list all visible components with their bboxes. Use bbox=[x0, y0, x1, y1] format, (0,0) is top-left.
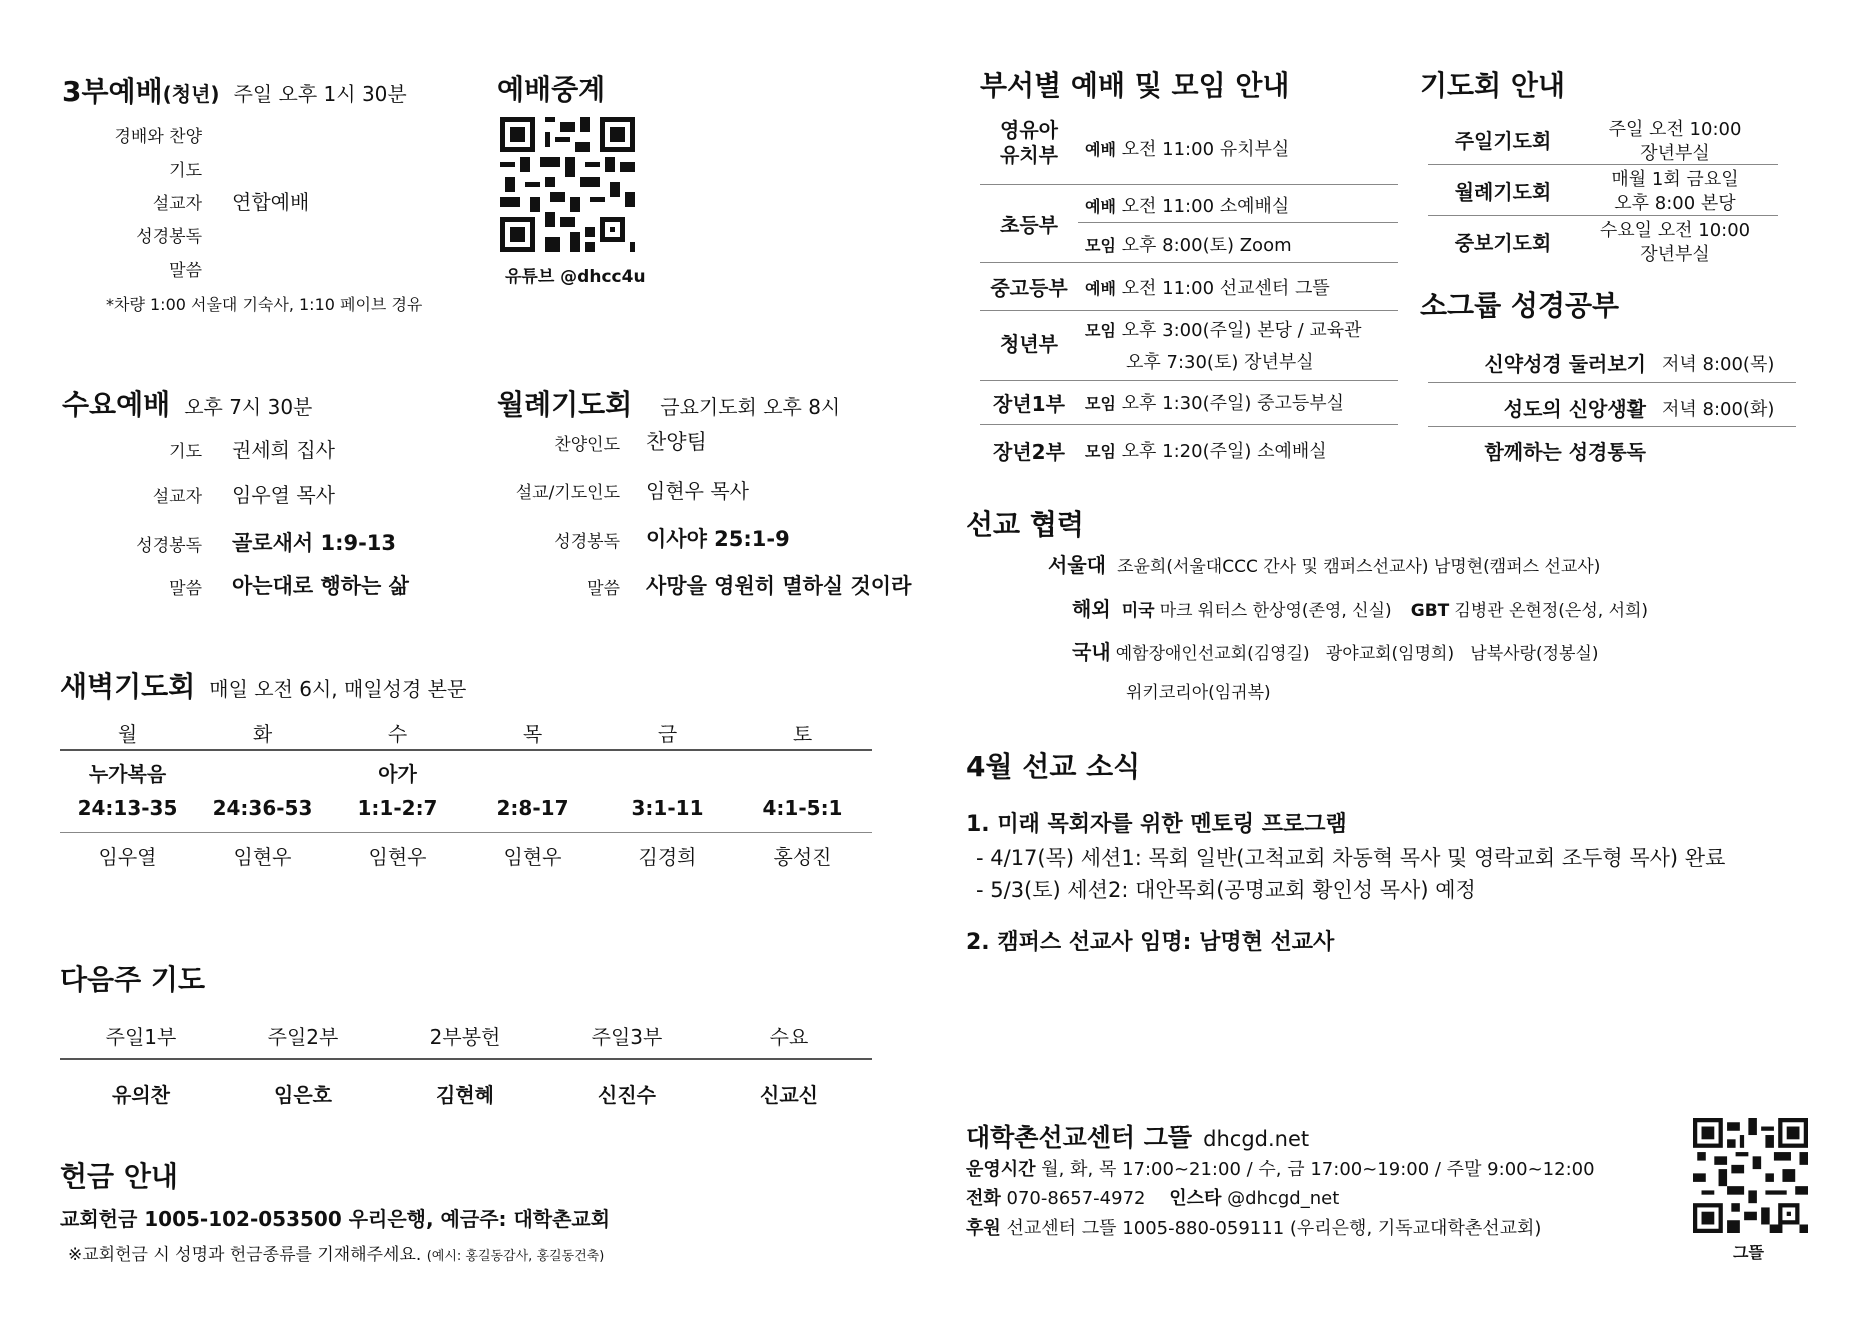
smallgroup-divider bbox=[1428, 382, 1796, 383]
dawn-passage: 2:8-17 bbox=[496, 796, 569, 820]
monthly-value: 찬양팀 bbox=[646, 430, 707, 454]
monthly-value: 이사야 25:1-9 bbox=[646, 527, 790, 551]
dawn-leader: 홍성진 bbox=[773, 845, 832, 869]
prayer-line: 매월 1회 금요일 bbox=[1611, 169, 1739, 190]
monthly-value: 임현우 목사 bbox=[646, 479, 749, 503]
mission-domestic: 국내 예함장애인선교회(김영길) 광야교회(임명희) 남북사랑(정봉실) bbox=[1072, 640, 1599, 664]
prayer-line: 장년부실 bbox=[1640, 143, 1710, 164]
dawn-passage: 24:36-53 bbox=[212, 796, 313, 820]
service3-label: 경배와 찬양 bbox=[114, 127, 202, 147]
dept-name: 초등부 bbox=[1000, 213, 1058, 237]
dept-line: 모임 오후 8:00(토) Zoom bbox=[1085, 235, 1292, 256]
service3-label: 기도 bbox=[169, 161, 202, 181]
smallgroup-name: 함께하는 성경통독 bbox=[1484, 440, 1646, 464]
smallgroup-time: 저녁 8:00(목) bbox=[1662, 354, 1775, 375]
dawn-passage: 3:1-11 bbox=[631, 796, 704, 820]
monthly-label: 말씀 bbox=[587, 579, 620, 599]
service3-label: 말씀 bbox=[169, 261, 202, 281]
dept-name: 장년1부 bbox=[993, 392, 1065, 416]
wednesday-value: 임우열 목사 bbox=[232, 483, 335, 507]
mission-domestic-2: 위키코리아(임귀복) bbox=[1126, 683, 1271, 703]
offering-note: ※교회헌금 시 성명과 헌금종류를 기재해주세요. (예시: 홍길동감사, 홍길동건축) bbox=[68, 1245, 605, 1265]
wednesday-value: 골로새서 1:9-13 bbox=[232, 531, 397, 555]
nextweek-title: 다음주 기도 bbox=[60, 963, 205, 996]
wednesday-value: 아는대로 행하는 삶 bbox=[232, 574, 409, 598]
dept-name: 청년부 bbox=[1000, 332, 1058, 356]
nextweek-header: 2부봉헌 bbox=[429, 1025, 501, 1049]
dawn-day: 목 bbox=[522, 722, 543, 746]
dept-divider bbox=[1078, 222, 1398, 223]
mission-title: 선교 협력 bbox=[966, 508, 1084, 541]
news-item-1b: - 5/3(토) 세션2: 대안목회(공명교회 황인성 목사) 예정 bbox=[976, 878, 1476, 902]
dept-name: 장년2부 bbox=[993, 440, 1065, 464]
dawn-divider bbox=[60, 749, 872, 751]
dept-line: 모임 오후 3:00(주일) 본당 / 교육관 bbox=[1085, 320, 1362, 341]
dawn-day: 수 bbox=[387, 722, 408, 746]
center-support: 후원 선교센터 그뜰 1005-880-059111 (우리은행, 기독교대학촌선교회) bbox=[966, 1218, 1542, 1239]
dept-line: 예배 오전 11:00 유치부실 bbox=[1085, 139, 1290, 160]
nextweek-name: 신교신 bbox=[760, 1083, 818, 1107]
center-contact: 전화 070-8657-4972 인스타 @dhcgd_net bbox=[966, 1188, 1340, 1209]
dawn-day: 토 bbox=[792, 722, 813, 746]
service3-note: *차량 1:00 서울대 기숙사, 1:10 페이브 경유 bbox=[106, 295, 423, 314]
dawn-day: 금 bbox=[657, 722, 678, 746]
prayer-title: 기도회 안내 bbox=[1420, 69, 1565, 102]
prayer-line: 오후 8:00 본당 bbox=[1614, 193, 1736, 214]
nextweek-name: 임은호 bbox=[274, 1083, 332, 1107]
dawn-title: 새벽기도회 매일 오전 6시, 매일성경 본문 bbox=[60, 670, 467, 703]
service3-title: 3부예배(청년) 주일 오후 1시 30분 bbox=[62, 75, 407, 108]
prayer-line: 수요일 오전 10:00 bbox=[1599, 220, 1751, 241]
news-item-1: 1. 미래 목회자를 위한 멘토링 프로그램 bbox=[966, 812, 1347, 837]
dawn-divider bbox=[60, 832, 872, 833]
dawn-book: 누가복음 bbox=[88, 762, 167, 786]
service3-label: 성경봉독 bbox=[136, 227, 202, 247]
dawn-passage: 1:1-2:7 bbox=[357, 796, 438, 820]
smallgroup-name: 성도의 신앙생활 bbox=[1503, 397, 1646, 421]
dept-line: 예배 오전 11:00 선교센터 그뜰 bbox=[1085, 278, 1330, 299]
nextweek-name: 유의찬 bbox=[112, 1083, 170, 1107]
news-item-2: 2. 캠퍼스 선교사 임명: 남명현 선교사 bbox=[966, 930, 1335, 955]
dept-divider bbox=[980, 184, 1398, 185]
center-title: 대학촌선교센터 그뜰 dhcgd.net bbox=[966, 1123, 1310, 1152]
monthly-value: 사망을 영원히 멸하실 것이라 bbox=[646, 574, 912, 598]
nextweek-header: 주일1부 bbox=[105, 1025, 177, 1049]
wednesday-label: 기도 bbox=[169, 442, 202, 462]
dept-divider bbox=[980, 380, 1398, 381]
nextweek-header: 주일3부 bbox=[591, 1025, 663, 1049]
smallgroup-title: 소그룹 성경공부 bbox=[1420, 289, 1620, 322]
smallgroup-time: 저녁 8:00(화) bbox=[1662, 399, 1775, 420]
dawn-leader: 김경희 bbox=[638, 845, 697, 869]
dawn-leader: 임현우 bbox=[368, 845, 427, 869]
dawn-day: 월 bbox=[117, 722, 138, 746]
dept-line: 오후 7:30(토) 장년부실 bbox=[1126, 352, 1314, 373]
wednesday-label: 설교자 bbox=[152, 487, 202, 507]
dawn-day: 화 bbox=[252, 722, 273, 746]
monthly-label: 찬양인도 bbox=[554, 435, 620, 455]
nextweek-name: 김현혜 bbox=[436, 1083, 494, 1107]
service3-value: 연합예배 bbox=[232, 190, 310, 214]
dept-divider bbox=[980, 424, 1398, 425]
monthly-title: 월례기도회 금요기도회 오후 8시 bbox=[497, 388, 841, 421]
dept-divider bbox=[980, 262, 1398, 263]
dept-line: 모임 오후 1:20(주일) 소예배실 bbox=[1085, 441, 1327, 462]
prayer-name: 월례기도회 bbox=[1454, 180, 1552, 204]
dept-name: 영유아 유치부 bbox=[1000, 118, 1058, 167]
service3-label: 설교자 bbox=[152, 194, 202, 214]
prayer-line: 주일 오전 10:00 bbox=[1608, 119, 1742, 140]
news-item-1a: - 4/17(목) 세션1: 목회 일반(고척교회 차동혁 목사 및 영락교회 조두형 목사) 완료 bbox=[976, 846, 1726, 870]
dawn-leader: 임현우 bbox=[233, 845, 292, 869]
dawn-leader: 임현우 bbox=[503, 845, 562, 869]
center-hours: 운영시간 월, 화, 목 17:00~21:00 / 수, 금 17:00~19:00 / 주말 9:00~12:00 bbox=[966, 1159, 1595, 1180]
smallgroup-divider bbox=[1428, 426, 1796, 427]
wednesday-label: 말씀 bbox=[169, 579, 202, 599]
dept-line: 예배 오전 11:00 소예배실 bbox=[1085, 196, 1290, 217]
broadcast-caption: 유튜브 @dhcc4u bbox=[505, 267, 646, 287]
nextweek-header: 주일2부 bbox=[267, 1025, 339, 1049]
wednesday-value: 권세희 집사 bbox=[232, 438, 335, 462]
mission-overseas: 해외 미국 마크 워터스 한상영(존영, 신실) GBT 김병관 온현정(은성, 서희) bbox=[1072, 597, 1649, 621]
wednesday-title: 수요예배 오후 7시 30분 bbox=[62, 388, 313, 421]
prayer-name: 중보기도회 bbox=[1454, 231, 1552, 255]
dawn-book: 아가 bbox=[378, 762, 417, 786]
nextweek-name: 신진수 bbox=[598, 1083, 656, 1107]
monthly-label: 성경봉독 bbox=[554, 532, 620, 552]
wednesday-label: 성경봉독 bbox=[136, 536, 202, 556]
dawn-passage: 4:1-5:1 bbox=[762, 796, 843, 820]
departments-title: 부서별 예배 및 모임 안내 bbox=[980, 69, 1290, 102]
dawn-leader: 임우열 bbox=[98, 845, 157, 869]
nextweek-divider bbox=[60, 1058, 872, 1060]
mission-seoul: 서울대 조윤희(서울대CCC 간사 및 캠퍼스선교사) 남명현(캠퍼스 선교사) bbox=[1048, 553, 1601, 577]
center-qr-caption: 그뜰 bbox=[1733, 1243, 1764, 1262]
prayer-line: 장년부실 bbox=[1640, 244, 1710, 265]
dept-divider bbox=[980, 310, 1398, 311]
offering-title: 헌금 안내 bbox=[60, 1160, 178, 1193]
offering-account: 교회헌금 1005-102-053500 우리은행, 예금주: 대학촌교회 bbox=[60, 1207, 611, 1231]
youtube-qr-icon[interactable] bbox=[500, 117, 635, 252]
prayer-name: 주일기도회 bbox=[1454, 129, 1552, 153]
news-title: 4월 선교 소식 bbox=[966, 750, 1141, 783]
dawn-passage: 24:13-35 bbox=[77, 796, 178, 820]
nextweek-header: 수요 bbox=[769, 1025, 809, 1049]
broadcast-title: 예배중계 bbox=[497, 73, 606, 106]
smallgroup-name: 신약성경 둘러보기 bbox=[1484, 352, 1646, 376]
monthly-label: 설교/기도인도 bbox=[515, 483, 620, 503]
center-qr-icon[interactable] bbox=[1693, 1118, 1808, 1233]
dept-name: 중고등부 bbox=[990, 276, 1068, 300]
dept-line: 모임 오후 1:30(주일) 중고등부실 bbox=[1085, 393, 1345, 414]
